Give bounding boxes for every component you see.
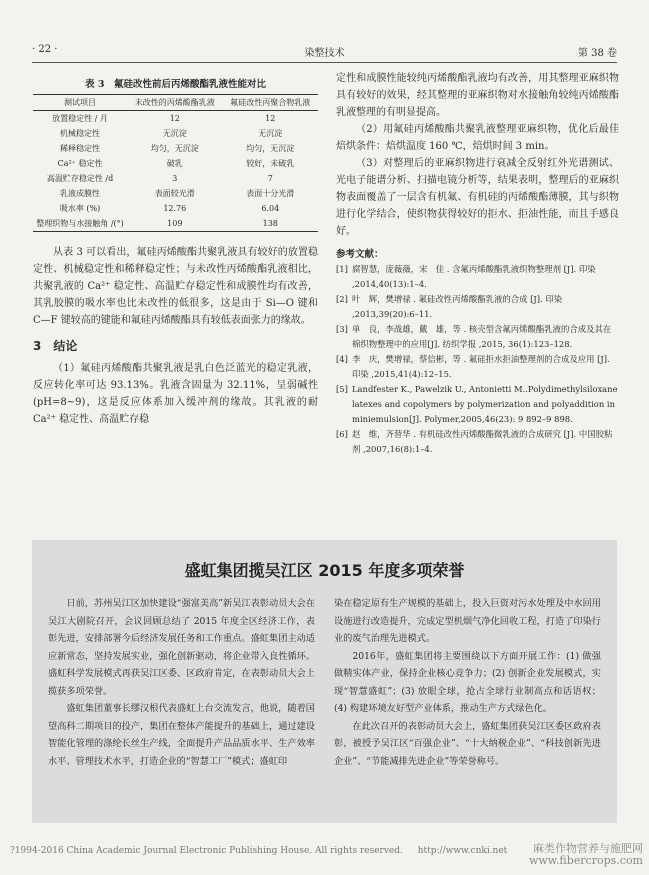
reference-text: 单 良，李战雄，戴 雄，等 . 核壳型含氟丙烯酸酯乳液的合成及其在棉织物整理中的应用[J]. 纺织学报 ,2015, 36(1):123–128. [352,324,612,349]
body-paragraph: （3）对整理后的亚麻织物进行衰减全反射红外光谱测试、光电子能谱分析、扫描电镜分析等，结果表明，整理后的亚麻织物表面覆盖了一层含有机氟、有机硅的丙烯酸酯薄膜，其与织物进行化学结合，使织物获得较好的拒水、拒油性能，而且手感良好。 [336,158,619,237]
body-paragraph: （1）氟硅丙烯酸酯共聚乳液是乳白色泛蓝光的稳定乳液，反应转化率可达 93.13%。乳液含固量为 32.11%，呈弱碱性 (pH=8~9)，这是反应体系加入缓冲剂的缘故。其乳液的耐 Ca²⁺ 稳定性、高温贮存稳 [33,363,318,425]
news-left-column [48,595,315,770]
copyright-text: ?1994-2016 China Academic Journal Electronic Publishing House. All rights reserved. [10,846,403,856]
comparison-table [33,94,318,232]
table-cell: 整理织物与水接触角 /(°) [33,216,127,232]
table-header-cell: 氟硅改性丙聚合物乳液 [223,95,318,111]
table-header-row [33,95,318,111]
news-paragraph: 2016年，盛虹集团将主要围绕以下方面开展工作：(1) 做强做精实体产业，保持企业核心竞争力；(2) 创新企业发展模式，实现“智慧盛虹”；(3) 放眼全球，抢占全球行业制高点和话语权；(4) 构建环境友好型产业体系，推动生产方式绿色化。 [334,650,601,714]
table-cell: 无沉淀 [162,129,187,138]
header-rule [32,62,617,63]
reference-item [336,382,619,427]
table-cell: 12 [265,114,276,123]
news-paragraph: 染在稳定原有生产规模的基础上，投入巨资对污水处理及中水回用设施进行改造提升，完成定型机烟气净化回收工程，打造了印染行业的废气治理先进模式。 [334,598,601,644]
table-cell: 138 [223,216,318,232]
reference-text: 腐智慧，庞薇薇，宋 佳 . 含氟丙烯酸酯乳液织物整理剂 [J]. 印染 ,2014,40(13):1–4. [352,264,596,289]
table-cell: 表面十分光滑 [246,189,295,198]
news-title: 盛虹集团揽吴江区 2015 年度多项荣誉 [184,561,465,580]
table-cell: 稀释稳定性 [60,144,101,153]
section-heading: 3 结论 [33,339,78,353]
table-cell: Ca²⁺ 稳定性 [57,159,103,168]
references-heading: 参考文献： [336,249,384,260]
table-cell: 12.76 [163,204,187,213]
reference-text: Landfester K., Pawelzik U., Antonietti M..Polydimethylsiloxane latexes and copolymers by polymerization and polyaddition in miniemulsion[J]. Polymer,2005,46(23): 9 892–9 898. [352,384,618,424]
table-cell: 高温贮存稳定性 /d [46,174,114,183]
reference-number: [2] [336,294,348,304]
reference-text: 叶 辉，樊增禄 . 氟硅改性丙烯酸酯乳液的合成 [J]. 印染 ,2013,39(20):6–11. [352,294,563,319]
reference-number: [4] [336,354,348,364]
news-right-column [334,595,601,770]
left-column [33,70,318,428]
table-cell: 7 [267,174,273,183]
volume-label: 第 38 卷 [577,48,617,59]
table-row [33,201,318,216]
reference-item [336,322,619,352]
reference-item [336,427,619,457]
table-row [33,156,318,171]
table-cell: 均匀，无沉淀 [150,144,199,153]
watermark-url: www.fibercrops.com [528,854,643,867]
table-cell: 表面较光滑 [154,189,195,198]
body-paragraph: 定性和成膜性能较纯丙烯酸酯乳液均有改善，用其整理亚麻织物具有较好的效果，经其整理的亚麻织物对水接触角较纯丙烯酸酯乳液整理的有明显提高。 [336,73,619,118]
reference-text: 李 庆，樊增禄，蔡信彬，等 . 氟硅拒水拒油整理剂的合成及应用 [J]. 印染 ,2015,41(4):12–15. [352,354,610,379]
table-row [33,141,318,156]
copyright-footer [10,846,507,856]
news-paragraph: 日前，苏州吴江区加快建设“强富美高”新吴江表彰动员大会在吴江大剧院召开，会议回顾总结了 2015 年度全区经济工作，表彰先进，安排部署今后经济发展任务和工作重点。盛虹集团主动适应新常态，坚持发展实业，强化创新驱动，将企业带入良性循环。盛虹科学发展模式再获吴江区委、区政府肯定，在表彰动员大会上揽获多项荣誉。 [48,598,315,697]
table-cell: 无沉淀 [258,129,283,138]
page-number: · 22 · [32,44,58,55]
table-cell: 较好，未破乳 [246,159,295,168]
reference-item [336,352,619,382]
running-header [32,44,617,60]
table-cell: 109 [127,216,222,232]
watermark-title: 麻类作物营养与施肥网 [533,842,643,855]
reference-item [336,262,619,292]
cnki-link[interactable]: http://www.cnki.net [417,846,508,856]
table-cell: 均匀，无沉淀 [246,144,295,153]
body-paragraph: （2）用氟硅丙烯酸酯共聚乳液整理亚麻织物，优化后最佳焙烘条件：焙烘温度 160 ℃，焙烘时间 3 min。 [336,124,619,152]
table-row [33,126,318,141]
table-header-cell: 未改性的丙烯酸酯乳液 [127,95,222,111]
news-paragraph: 在此次召开的表彰动员大会上，盛虹集团获吴江区委区政府表彰，被授予吴江区“百强企业”、“十大纳税企业”、“科技创新先进企业”、“节能减排先进企业”等荣誉称号。 [334,720,601,767]
journal-name: 染整技术 [304,48,345,59]
watermark [529,843,643,867]
table-cell: 放置稳定性 / 月 [52,114,108,123]
table-cell: 12 [169,114,180,123]
reference-number: [1] [336,264,348,274]
table-cell: 6.04 [261,204,280,213]
table-cell: 乳液成膜性 [60,189,101,198]
table-row [33,216,318,232]
reference-text: 赵 维，齐替华 . 有机硅改性丙烯酸酯微乳液的合成研究 [J]. 中国胶粘剂 ,2007,16(8):1–4. [352,429,613,454]
body-paragraph: 从表 3 可以看出，氟硅丙烯酸酯共聚乳液具有较好的放置稳定性、机械稳定性和稀释稳定性；与未改性丙烯酸酯乳液相比，共聚乳液的 Ca²⁺ 稳定性、高温贮存稳定性和成膜性均有改善，其乳胶膜的吸水率也比未改性的低很多，这是由于 Si—O 键和 C—F 键较高的键能和氟硅丙烯酸酯具有较低表面张力的缘故。 [33,247,318,326]
table-header-cell: 测试项目 [33,95,127,111]
table-row [33,171,318,186]
table-caption: 表 3 氟硅改性前后丙烯酸酯乳液性能对比 [85,79,266,90]
table-cell: 破乳 [166,159,183,168]
right-column [336,70,619,457]
reference-number: [5] [336,384,348,394]
reference-item [336,292,619,322]
table-row [33,111,318,127]
news-box [32,540,617,823]
reference-number: [3] [336,324,348,334]
table-cell: 机械稳定性 [60,129,101,138]
news-paragraph: 盛虹集团董事长缪汉根代表盛虹上台交流发言，他说，随着国望高科二期项目的投产，集团在整体产能提升的基础上，通过建设智能化管理的涤纶长丝生产线，全面提升产品品质水平、生产效率水平、管理技术水平，打造企业的“智慧工厂”模式；盛虹印 [48,703,315,767]
table-row [33,186,318,201]
reference-number: [6] [336,429,348,439]
table-cell: 3 [172,174,178,183]
table-cell: 吸水率 (%) [59,204,101,213]
